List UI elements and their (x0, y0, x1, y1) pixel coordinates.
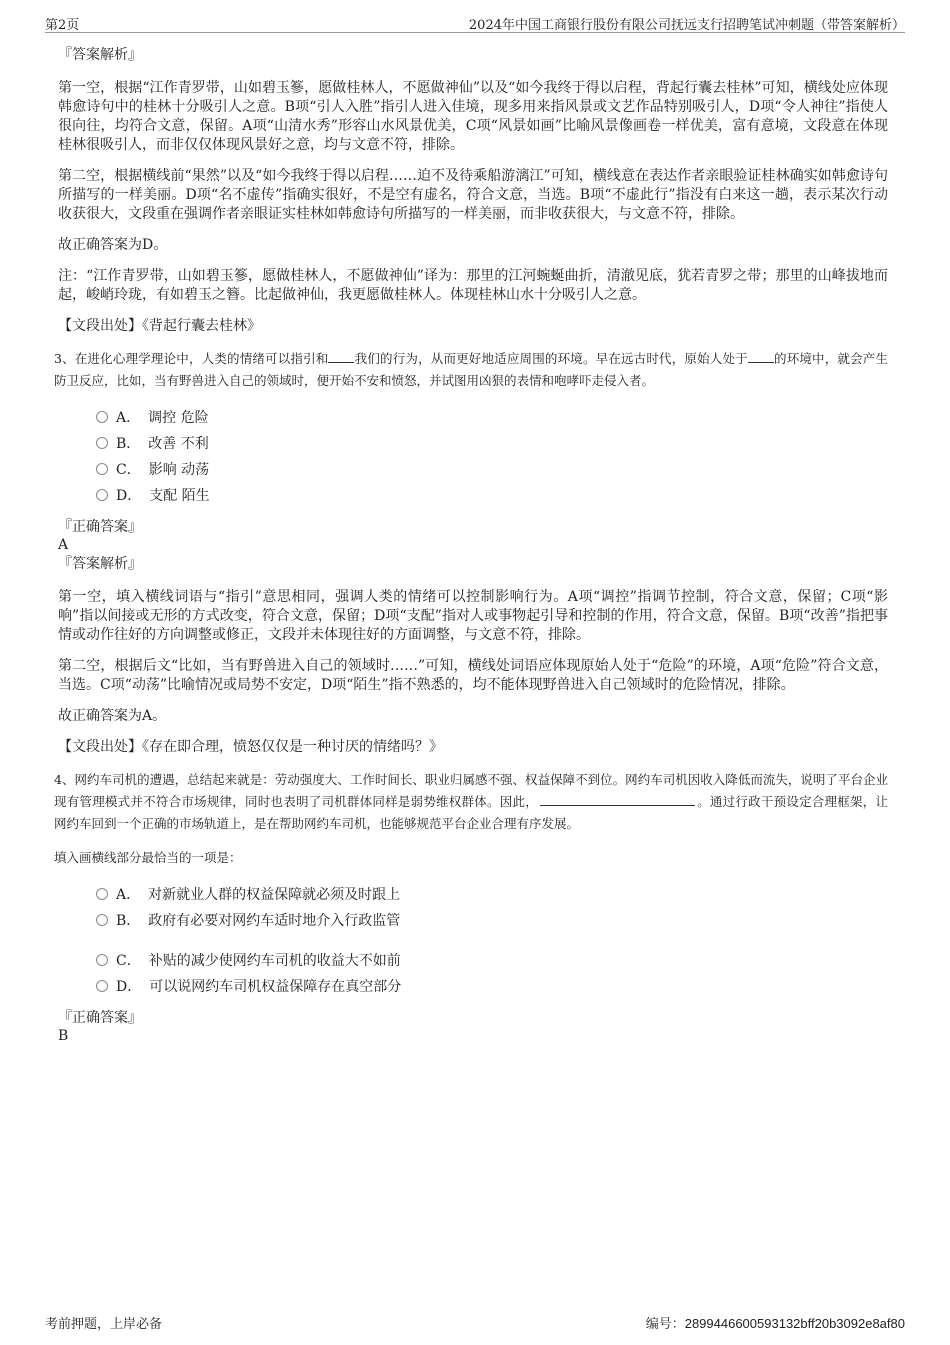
radio-icon[interactable] (96, 463, 108, 475)
option-text: 调控 危险 (148, 410, 209, 426)
radio-icon[interactable] (96, 888, 108, 900)
option-key: D． (116, 488, 142, 504)
option-key: C． (116, 462, 141, 478)
option-text: 对新就业人群的权益保障就必须及时跟上 (148, 887, 401, 903)
q3-stem-part3: 的环境中，就会产生防卫反应，比如，当有野兽进入自己的领域时，便开始不安和愤怒，并试图用凶狠的表情和咆哮吓走侵入者。 (54, 351, 888, 388)
q4-stem (54, 769, 888, 835)
page-content (54, 45, 888, 1045)
q2-note: 注：“江作青罗带，山如碧玉篸，愿做桂林人，不愿做神仙”译为：那里的江河蜿蜒曲折，清澈见底，犹若青罗之带；那里的山峰拔地而起，峻峭玲珑，有如碧玉之簪。比起做神仙，我更愿做桂林人。体现桂林山水十分吸引人之意。 (58, 268, 888, 303)
radio-icon[interactable] (96, 411, 108, 423)
q3-analysis-label: 『答案解析』 (58, 556, 142, 572)
q4-stem-part1: 4、网约车司机的遭遇，总结起来就是：劳动强度大、工作时间长、职业归属感不强、权益保障不到位。网约车司机因收入降低而流失，说明了平台企业现有管理模式并不符合市场规律，同时也表明了司机群体同样是弱势维权群体。因此， (54, 772, 888, 809)
q3-analysis-para1: 第一空，填入横线词语与“指引”意思相同，强调人类的情绪可以控制影响行为。A项“调控”指调节控制，符合文意，保留；C项“影响”指以间接或无形的方式改变，符合文意，保留；D项“支配”指对人或事物起引导和控制的作用，符合文意，保留。B项“改善”指把事情或动作往好的方向调整或修正，文段并未体现往好的方面调整，与文意不符，排除。 (58, 589, 888, 643)
q4-prompt: 填入画横线部分最恰当的一项是： (54, 850, 242, 865)
q2-source: 【文段出处】《背起行囊去桂林》 (58, 318, 261, 334)
radio-icon[interactable] (96, 437, 108, 449)
q3-option-c[interactable] (96, 456, 888, 482)
q4-options (96, 881, 888, 999)
q3-option-d[interactable] (96, 482, 888, 508)
option-text: 政府有必要对网约车适时地介入行政监管 (148, 913, 401, 929)
q3-option-b[interactable] (96, 430, 888, 456)
q4-correct-answer: B (58, 1028, 69, 1044)
q3-correct-answer: A (58, 537, 69, 553)
option-key: B． (116, 913, 141, 929)
q4-option-d[interactable] (96, 973, 888, 999)
option-text: 补贴的减少使网约车司机的收益大不如前 (148, 953, 401, 969)
footer-slogan: 考前押题，上岸必备 (45, 1317, 163, 1332)
radio-icon[interactable] (96, 914, 108, 926)
page-number: 第2页 (45, 18, 80, 33)
q2-conclusion: 故正确答案为D。 (58, 237, 168, 253)
q3-stem (54, 348, 888, 392)
option-key: D． (116, 979, 142, 995)
q2-analysis-para2: 第二空，根据横线前“果然”以及“如今我终于得以启程……迫不及待乘船游漓江”可知，横线意在表达作者亲眼验证桂林确实如韩愈诗句所描写的一样美丽。D项“名不虚传”指确实很好，不是空有虚名，符合文意，当选。B项“不虚此行”指没有白来这一趟，表示某次行动收获很大，文段重在强调作者亲眼证实桂林如韩愈诗句所描写的一样美丽，而非收获很大，与文意不符，排除。 (58, 168, 888, 222)
q2-analysis-label: 『答案解析』 (58, 47, 142, 63)
page-header (45, 14, 905, 33)
q2-analysis-para1: 第一空，根据“江作青罗带，山如碧玉篸，愿做桂林人，不愿做神仙”以及“如今我终于得以启程，背起行囊去桂林”可知，横线处应体现韩愈诗句中的桂林十分吸引人之意。B项“引人入胜”指引人进入佳境，现多用来指风景或文艺作品特别吸引人，D项“令人神往”指使人很向往，均符合文意，保留。A项“山清水秀”形容山水风景优美，C项“风景如画”比喻风景像画卷一样优美，富有意境，文段意在体现桂林很吸引人，而非仅仅体现风景好之意，均与文意不符，排除。 (58, 80, 888, 153)
q3-correct-label: 『正确答案』 (58, 519, 142, 535)
option-key: A． (116, 410, 141, 426)
q4-blank (540, 793, 695, 806)
option-text: 支配 陌生 (149, 488, 210, 504)
q3-source: 【文段出处】《存在即合理，愤怒仅仅是一种讨厌的情绪吗？》 (58, 739, 443, 755)
option-text: 改善 不利 (148, 436, 209, 452)
q4-option-a[interactable] (96, 881, 888, 907)
q4-option-b[interactable] (96, 907, 888, 933)
q3-stem-part2: 我们的行为，从而更好地适应周围的环境。早在远古时代，原始人处于 (354, 351, 748, 366)
option-key: A． (116, 887, 141, 903)
q4-option-c[interactable] (96, 947, 888, 973)
radio-icon[interactable] (96, 980, 108, 992)
radio-icon[interactable] (96, 954, 108, 966)
serial-label: 编号： (645, 1317, 685, 1332)
q3-blank-2 (748, 350, 774, 363)
q4-correct-label: 『正确答案』 (58, 1010, 142, 1026)
q3-blank-1 (328, 350, 354, 363)
q3-stem-part1: 3、在进化心理学理论中，人类的情绪可以指引和 (54, 351, 329, 366)
option-text: 影响 动荡 (148, 462, 210, 478)
option-text: 可以说网约车司机权益保障存在真空部分 (149, 979, 402, 995)
option-key: C． (116, 953, 141, 969)
q4-stem-part2: 。通过行政干预设定合理框架，让网约车回到一个正确的市场轨道上，是在帮助网约车司机，也能够规范平台企业合理有序发展。 (54, 794, 888, 831)
document-title: 2024年中国工商银行股份有限公司抚远支行招聘笔试冲刺题（带答案解析） (468, 18, 905, 33)
radio-icon[interactable] (96, 489, 108, 501)
q3-option-a[interactable] (96, 404, 888, 430)
q3-analysis-para2: 第二空，根据后文“比如，当有野兽进入自己的领域时……”可知，横线处词语应体现原始人处于“危险”的环境，A项“危险”符合文意，当选。C项“动荡”比喻情况或局势不安定，D项“陌生”指不熟悉的，均不能体现野兽进入自己领域时的危险情况，排除。 (58, 658, 888, 693)
q3-conclusion: 故正确答案为A。 (58, 708, 167, 724)
option-key: B． (116, 436, 141, 452)
serial-value: 289944660059313​2bff20b3092e8af80 (684, 1316, 905, 1331)
q3-options (96, 404, 888, 508)
document-serial (646, 1313, 905, 1332)
